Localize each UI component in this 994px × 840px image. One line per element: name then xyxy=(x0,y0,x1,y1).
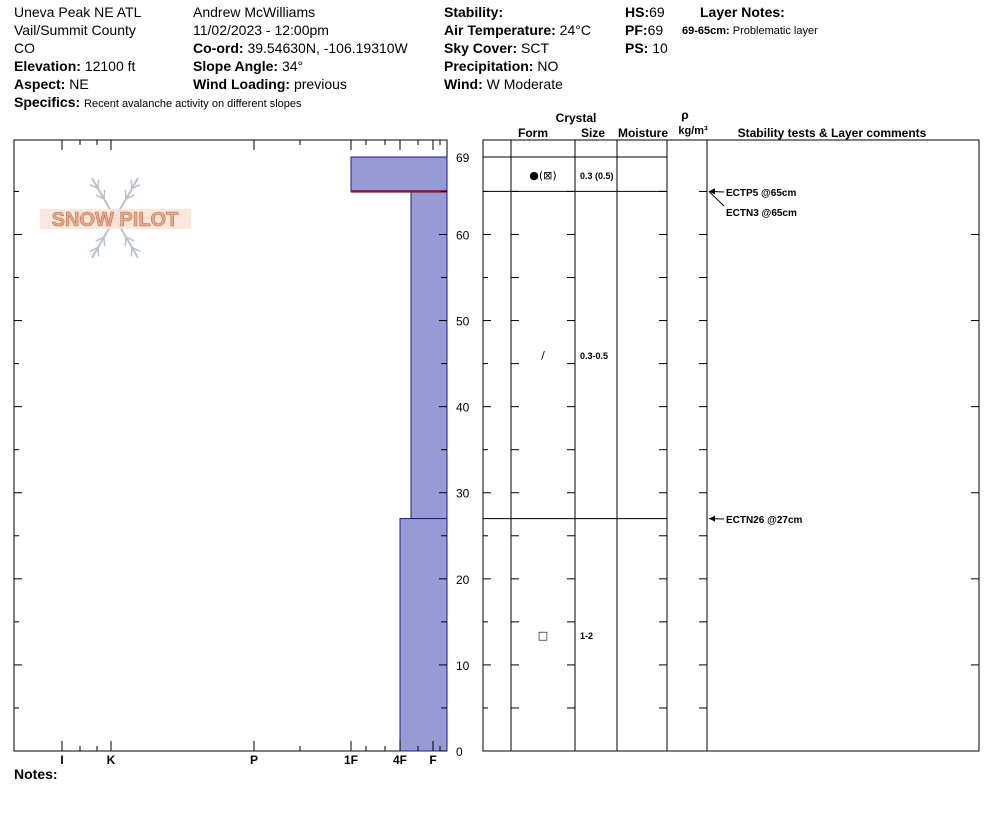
wind-loading-value: previous xyxy=(293,76,347,92)
observer-name: Andrew McWilliams xyxy=(193,4,316,20)
header-density-symbol: ρ xyxy=(681,108,689,122)
hardness-axis-label: F xyxy=(429,753,437,767)
logo-snowflake-branch xyxy=(98,180,99,189)
header-stability-comments: Stability tests & Layer comments xyxy=(737,126,927,140)
logo-snowflake-branch xyxy=(131,247,132,256)
layer-table-frame xyxy=(483,140,979,751)
header-crystal: Crystal xyxy=(555,111,597,125)
layer-form-symbol: ●(⊠) xyxy=(529,169,557,182)
stability-test-label: ECTN3 @65cm xyxy=(726,208,797,219)
stability-test-label: ECTN26 @27cm xyxy=(726,515,803,526)
height-axis-label: 10 xyxy=(456,658,470,673)
sky-cover-label: Sky Cover: xyxy=(444,40,518,56)
layer-note-text: Problematic layer xyxy=(732,25,818,37)
coord-label: Co-ord: xyxy=(193,40,244,56)
height-axis-label: 50 xyxy=(456,314,470,329)
coord-value: 39.54630N, -106.19310W xyxy=(247,40,408,56)
layer-size-value: 1-2 xyxy=(580,631,594,641)
observation-datetime: 11/02/2023 - 12:00pm xyxy=(193,22,329,38)
air-temp-value: 24°C xyxy=(559,22,591,38)
aspect-value: NE xyxy=(69,76,89,92)
hardness-axis-label: 4F xyxy=(392,753,408,767)
hardness-axis-label: I xyxy=(60,753,64,767)
height-axis-label: 40 xyxy=(456,400,470,415)
hardness-bar-layer-2 xyxy=(411,191,447,518)
hardness-axis-label: 1F xyxy=(343,753,359,767)
pf-label: PF: xyxy=(625,22,648,38)
hardness-plot-frame xyxy=(14,140,447,751)
logo-text: SNOW PILOT xyxy=(51,209,179,231)
height-axis-label: 0 xyxy=(456,745,463,759)
sky-cover-value: SCT xyxy=(521,40,550,56)
hs-label: HS: xyxy=(625,4,650,20)
height-axis-label: 69 xyxy=(456,151,470,165)
layer-form-symbol: / xyxy=(541,349,545,362)
ps-label: PS: xyxy=(625,40,649,56)
location-name: Uneva Peak NE ATL xyxy=(14,4,142,20)
height-axis-label: 30 xyxy=(456,486,470,501)
pf-value: 69 xyxy=(647,22,664,38)
precipitation-label: Precipitation: xyxy=(444,58,534,74)
header-form: Form xyxy=(518,126,548,140)
wind-loading-label: Wind Loading: xyxy=(193,76,291,92)
specifics-value: Recent avalanche activity on different slopes xyxy=(84,98,302,110)
precipitation-value: NO xyxy=(537,58,559,74)
hardness-bar-layer-1 xyxy=(351,157,447,191)
elevation-value: 12100 ft xyxy=(84,58,136,74)
slope-value: 34° xyxy=(281,58,304,74)
notes-label: Notes: xyxy=(14,766,58,782)
air-temp-label: Air Temperature: xyxy=(444,22,556,38)
logo-snowflake-branch xyxy=(131,180,132,189)
header-density-unit: kg/m³ xyxy=(678,125,708,137)
height-axis-label: 20 xyxy=(456,572,470,587)
ps-value: 10 xyxy=(652,40,668,56)
wind-label: Wind: xyxy=(444,76,483,92)
hs-value: 69 xyxy=(649,4,665,20)
wind-value: W Moderate xyxy=(486,76,563,92)
layer-size-value: 0.3-0.5 xyxy=(580,351,609,361)
logo-snowflake-branch xyxy=(104,237,105,246)
hardness-bar-layer-3 xyxy=(400,519,447,751)
slope-label: Slope Angle: xyxy=(193,58,279,74)
area-name: Vail/Summit County xyxy=(14,22,136,38)
hardness-axis-label: K xyxy=(106,753,116,767)
logo-snowflake-branch xyxy=(125,190,126,199)
logo-snowflake-branch xyxy=(104,190,105,199)
elevation-label: Elevation: xyxy=(14,58,81,74)
stability-label: Stability: xyxy=(444,4,504,20)
stability-test-label: ECTP5 @65cm xyxy=(726,188,797,199)
layer-size-value: 0.3 (0.5) xyxy=(580,171,614,181)
aspect-label: Aspect: xyxy=(14,76,66,92)
logo-snowflake-branch xyxy=(125,237,126,246)
header-moisture: Moisture xyxy=(617,126,669,140)
hardness-axis-label: P xyxy=(249,753,259,767)
height-axis-label: 60 xyxy=(456,228,470,243)
layer-form-symbol: □ xyxy=(537,629,549,642)
layer-notes-label: Layer Notes: xyxy=(700,4,785,20)
header-size: Size xyxy=(580,126,606,140)
specifics-label: Specifics: xyxy=(14,94,81,110)
logo-snowflake-branch xyxy=(98,247,99,256)
state-name: CO xyxy=(14,40,35,56)
layer-note-range: 69-65cm: xyxy=(682,25,730,37)
